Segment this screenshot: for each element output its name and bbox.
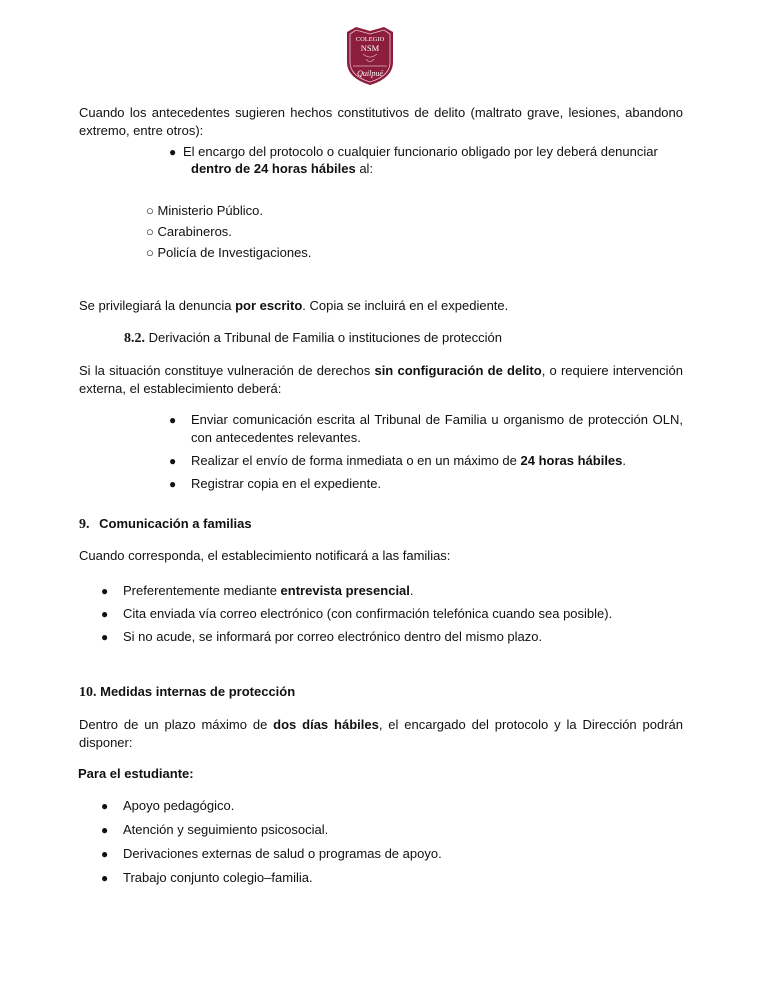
bullet-icon: ● [169, 413, 177, 427]
bullet-icon: ● [101, 584, 109, 598]
vulneracion-bold: sin configuración de delito [374, 363, 542, 378]
list-item: Registrar copia en el expediente. [191, 476, 382, 491]
list-item [123, 582, 414, 599]
escrito-post: . Copia se incluirá en el expediente. [302, 298, 509, 313]
bullet-icon: ● [101, 823, 109, 837]
list-item: Si no acude, se informará por correo electrónico dentro del mismo plazo. [123, 629, 543, 644]
para-estudiante-heading: Para el estudiante: [78, 766, 194, 781]
item-pre: Preferentemente mediante [123, 583, 281, 598]
circle-bullet-icon: ○ [146, 245, 154, 260]
section-heading-8-2 [124, 329, 502, 348]
bullet-icon: ● [169, 477, 177, 491]
list-item [146, 244, 311, 261]
item-bold: 24 horas hábiles [520, 453, 623, 468]
bullet-icon: ● [101, 607, 109, 621]
list-item [146, 223, 232, 240]
plazo-pre: Dentro de un plazo máximo de [79, 717, 274, 732]
crest-icon [341, 26, 399, 86]
list-item: Atención y seguimiento psicosocial. [123, 822, 329, 837]
bullet-icon: ● [169, 145, 177, 159]
vulneracion-paragraph [79, 362, 683, 398]
section-number: 9. [79, 517, 90, 532]
list-item [146, 202, 263, 219]
familias-paragraph: Cuando corresponda, el establecimiento notificará a las familias: [79, 548, 451, 563]
intro-paragraph: Cuando los antecedentes sugieren hechos constitutivos de delito (maltrato grave, lesiones, abandono extremo, entre otros): [79, 105, 683, 138]
section-title: Medidas internas de protección [100, 684, 296, 699]
list-item: Enviar comunicación escrita al Tribunal de Familia u organismo de protección OLN, con antecedentes relevantes. [191, 412, 683, 445]
denuncia-suffix: al: [355, 161, 374, 176]
denuncia-line2 [191, 160, 373, 177]
item-pre: Realizar el envío de forma inmediata o en un máximo de [191, 453, 521, 468]
section-title: Comunicación a familias [99, 516, 252, 531]
section-number: 8.2. [124, 331, 145, 346]
plazo-post: , el encargado del protocolo y la Dirección podrán disponer: [79, 717, 684, 750]
logo-line3: Quilpué [357, 69, 383, 78]
item-post: . [409, 583, 414, 598]
denuncia-item [183, 143, 683, 161]
section-title: Derivación a Tribunal de Familia o instituciones de protección [148, 330, 502, 345]
circle-bullet-icon: ○ [146, 224, 154, 239]
list-item: Apoyo pedagógico. [123, 798, 235, 813]
item-bold: entrevista presencial [280, 583, 410, 598]
section-heading-10 [79, 683, 295, 702]
logo-line2: NSM [360, 43, 380, 53]
list-item [191, 452, 626, 469]
denuncia-deadline: dentro de 24 horas hábiles [191, 161, 356, 176]
denuncia-text: El encargo del protocolo o cualquier funcionario obligado por ley deberá denunciar [183, 144, 658, 159]
list-item: Cita enviada vía correo electrónico (con confirmación telefónica cuando sea posible). [123, 606, 613, 621]
institution-label: Policía de Investigaciones. [157, 245, 312, 260]
list-item: Trabajo conjunto colegio–familia. [123, 870, 313, 885]
escrito-paragraph [79, 297, 508, 314]
institution-label: Carabineros. [157, 224, 232, 239]
bullet-icon: ● [101, 871, 109, 885]
bullet-icon: ● [101, 630, 109, 644]
school-logo [341, 26, 399, 86]
institution-label: Ministerio Público. [157, 203, 263, 218]
plazo-bold: dos días hábiles [273, 717, 379, 732]
escrito-pre: Se privilegiará la denuncia [79, 298, 236, 313]
circle-bullet-icon: ○ [146, 203, 154, 218]
item-post: . [622, 453, 627, 468]
section-number: 10. [79, 685, 97, 700]
escrito-bold: por escrito [235, 298, 303, 313]
bullet-icon: ● [169, 454, 177, 468]
logo-line1: COLEGIO [355, 36, 385, 43]
plazo-paragraph [79, 716, 683, 752]
list-item: Derivaciones externas de salud o programas de apoyo. [123, 846, 442, 861]
bullet-icon: ● [101, 799, 109, 813]
vulneracion-post: , o requiere intervención externa, el establecimiento deberá: [79, 363, 683, 396]
bullet-icon: ● [101, 847, 109, 861]
section-heading-9 [79, 515, 252, 534]
vulneracion-pre: Si la situación constituye vulneración de derechos [79, 363, 375, 378]
